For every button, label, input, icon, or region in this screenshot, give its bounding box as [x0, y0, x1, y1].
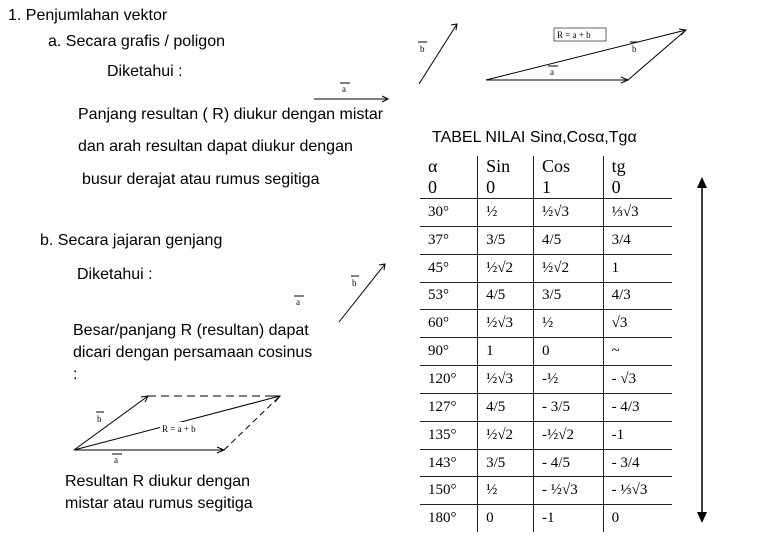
cell-cos: ½ [534, 310, 604, 338]
cell-tg: 4/3 [603, 282, 672, 310]
cell-angle: 45° [420, 254, 478, 282]
cell-angle: 180° [420, 505, 478, 532]
table-header-row [420, 156, 672, 177]
table-row [420, 505, 672, 532]
vector-a-label: a [550, 67, 554, 77]
cell-tg: - √3 [603, 366, 672, 394]
cell-tg: 3/4 [603, 226, 672, 254]
section-b-cosine-line-3: : [73, 366, 78, 383]
cell-angle: 90° [420, 338, 478, 366]
vector-a-small-label-b: a [296, 297, 300, 307]
vector-b-small-figure-b [335, 258, 395, 328]
cell-sin: 0 [478, 505, 534, 532]
polygon-method-figure [480, 20, 690, 90]
cell-sin: 1 [478, 338, 534, 366]
cell-angle: 135° [420, 421, 478, 449]
section-b-cosine-line-1: Besar/panjang R (resultan) dapat [73, 322, 309, 339]
section-a-line-3: busur derajat atau rumus segitiga [82, 171, 320, 188]
table-row [420, 254, 672, 282]
cell-angle: 37° [420, 226, 478, 254]
cell-angle: 53° [420, 282, 478, 310]
section-a-known-label: Diketahui : [107, 63, 183, 80]
cell-tg: √3 [603, 310, 672, 338]
cell-cos: - ½√3 [534, 477, 604, 505]
cell-angle: 0 [428, 177, 437, 197]
cell-tg: 1 [603, 254, 672, 282]
cell-tg: -1 [603, 421, 672, 449]
column-header-tg: tg [603, 156, 672, 177]
vector-b-small-label-b: b [352, 278, 357, 288]
vector-b-label: b [632, 44, 637, 54]
cell-cos: -½√2 [534, 421, 604, 449]
cell-sin: ½√3 [478, 310, 534, 338]
cell-tg: - ⅓√3 [603, 477, 672, 505]
cell-cos: - 4/5 [534, 449, 604, 477]
cell-sin: 0 [478, 177, 534, 199]
parallelogram-method-figure [70, 390, 285, 470]
column-header-cos: Cos [534, 156, 604, 177]
table-row [420, 338, 672, 366]
table-row [420, 199, 672, 227]
cell-sin: ½√2 [478, 254, 534, 282]
parallelogram-a-label: a [114, 455, 118, 465]
cell-cos: 4/5 [534, 226, 604, 254]
cell-tg: 0 [603, 505, 672, 532]
cell-angle: 120° [420, 366, 478, 394]
cell-cos: ½√3 [534, 199, 604, 227]
section-a-title: a. Secara grafis / poligon [48, 33, 225, 50]
table-row [420, 366, 672, 394]
heading: 1. Penjumlahan vektor [8, 7, 168, 24]
cell-tg: - 4/3 [603, 393, 672, 421]
cell-cos: -1 [534, 505, 604, 532]
table-row [420, 393, 672, 421]
vector-a-small-figure [310, 80, 390, 110]
parallelogram-b-label: b [97, 414, 102, 424]
section-b-result-line-2: mistar atau rumus segitiga [65, 495, 253, 512]
cell-sin: 3/5 [478, 449, 534, 477]
cell-cos: -½ [534, 366, 604, 394]
cell-cos: ½√2 [534, 254, 604, 282]
section-a-line-2: dan arah resultan dapat diukur dengan [78, 138, 353, 155]
cell-cos: - 3/5 [534, 393, 604, 421]
resultant-label: R = a + b [557, 30, 591, 40]
table-row [420, 477, 672, 505]
section-a-line-1: Panjang resultan ( R) diukur dengan mistar [78, 106, 384, 123]
vector-a-small-label: a [342, 84, 346, 94]
section-b-known-label: Diketahui : [77, 266, 153, 283]
cell-sin: ½ [478, 199, 534, 227]
cell-cos: 3/5 [534, 282, 604, 310]
parallelogram-resultant-label: R = a + b [162, 424, 196, 434]
cell-tg: - 3/4 [603, 449, 672, 477]
column-header-alpha: α [428, 156, 438, 176]
cell-angle: 60° [420, 310, 478, 338]
section-b-title: b. Secara jajaran genjang [40, 232, 223, 249]
table-row [420, 449, 672, 477]
cell-sin: ½√2 [478, 421, 534, 449]
cell-sin: ½√3 [478, 366, 534, 394]
table-row [420, 310, 672, 338]
cell-angle: 143° [420, 449, 478, 477]
cell-cos: 0 [534, 338, 604, 366]
trig-value-table [420, 156, 672, 532]
cell-angle: 150° [420, 477, 478, 505]
column-header-sin: Sin [478, 156, 534, 177]
table-row [420, 421, 672, 449]
cell-angle: 127° [420, 393, 478, 421]
table-row [420, 226, 672, 254]
cell-angle: 30° [420, 199, 478, 227]
cell-tg: ⅓√3 [603, 199, 672, 227]
cell-sin: 4/5 [478, 282, 534, 310]
cell-cos: 1 [534, 177, 604, 199]
section-b-result-line-1: Resultan R diukur dengan [65, 473, 251, 490]
vector-a-small-figure-b [290, 292, 330, 312]
cell-tg: ~ [603, 338, 672, 366]
cell-sin: 4/5 [478, 393, 534, 421]
vector-b-small-label: b [420, 44, 425, 54]
cell-sin: ½ [478, 477, 534, 505]
table-title: TABEL NILAI Sinα,Cosα,Tgα [432, 129, 637, 146]
table-row [420, 282, 672, 310]
top-range-arrow [692, 176, 712, 526]
cell-sin: 3/5 [478, 226, 534, 254]
cell-tg: 0 [603, 177, 672, 199]
table-row-zero [420, 177, 672, 199]
vector-b-small-figure [415, 18, 465, 88]
section-b-cosine-line-2: dicari dengan persamaan cosinus [73, 344, 313, 361]
